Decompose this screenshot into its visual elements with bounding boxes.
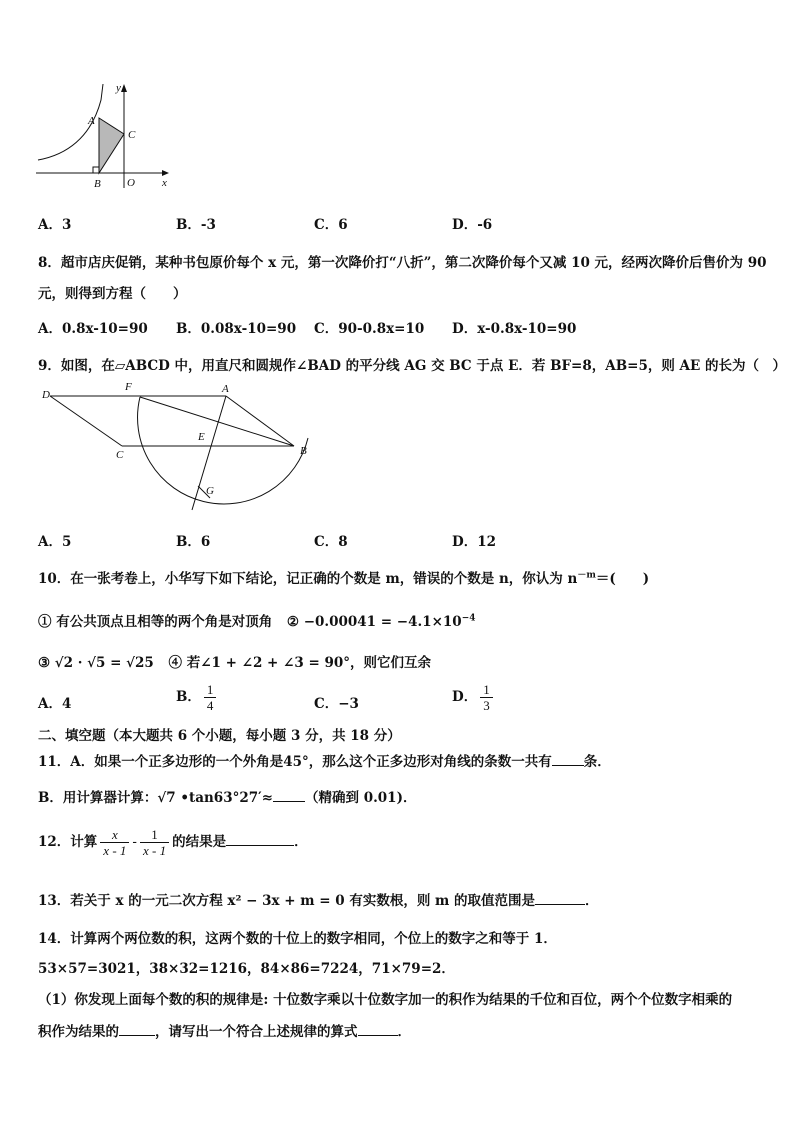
q13-text <box>38 889 599 909</box>
label-f: F <box>125 381 132 393</box>
q14-line4-prefix: 积作为结果的 <box>38 1024 119 1040</box>
q10-statements-row1 <box>38 610 476 630</box>
q14-answer-blank-1[interactable] <box>119 1023 155 1036</box>
label-e: E <box>198 431 205 443</box>
q11b-suffix: （精确到 0.01)． <box>305 790 417 806</box>
label-a: A <box>88 115 95 127</box>
label-a: A <box>222 383 229 395</box>
q13-end: ． <box>585 893 599 909</box>
side-ab <box>226 396 294 446</box>
q12-answer-blank[interactable] <box>226 833 294 846</box>
q11b-answer-blank[interactable] <box>273 789 305 802</box>
shaded-triangle <box>99 118 124 173</box>
side-dc <box>50 396 122 446</box>
q8-option-c[interactable]: C．90-0.8x=10 <box>314 321 425 337</box>
q13-prefix: 13．若关于 x 的一元二次方程 x² − 3x + m = 0 有实数根，则 m 的取值范围是 <box>38 893 536 909</box>
q10-option-a[interactable]: A．4 <box>38 696 72 712</box>
section-heading: 二、填空题（本大题共 6 个小题，每小题 3 分，共 18 分） <box>38 728 401 744</box>
x-axis-arrow <box>162 170 169 176</box>
q10-exponent: －m <box>577 570 596 581</box>
q12-text <box>38 827 308 858</box>
q10-option-b[interactable] <box>176 682 219 713</box>
q11a-prefix: 11．A．如果一个正多边形的一个外角是45°，那么这个正多边形对角线的条数一共有 <box>38 754 552 770</box>
q14-text-line3: （1）你发现上面每个数的积的规律是: 十位数字乘以十位数字加一的积作为结果的千位和百位，两个个位数字相乘的 <box>38 992 733 1008</box>
q7-option-c[interactable]: C．6 <box>314 217 348 233</box>
q14-line4-end: ． <box>397 1024 411 1040</box>
segment-fb <box>140 397 294 446</box>
y-axis-arrow <box>121 84 127 92</box>
q10-option-b-fraction <box>204 682 217 713</box>
q11a-answer-blank[interactable] <box>552 753 584 766</box>
fraction-denominator: x - 1 <box>103 843 127 858</box>
q11a-suffix: 条． <box>583 754 611 770</box>
fraction-denominator: 4 <box>206 698 214 713</box>
q10-option-c[interactable]: C．−3 <box>314 696 359 712</box>
q8-option-a[interactable]: A．0.8x-10=90 <box>38 321 148 337</box>
fraction-denominator: x - 1 <box>142 843 167 858</box>
q7-figure <box>36 80 176 192</box>
q12-suffix: 的结果是 <box>172 834 227 850</box>
fraction-denominator: 3 <box>483 698 490 713</box>
label-x: x <box>162 177 167 189</box>
label-y: y <box>116 82 121 94</box>
q10-option-d-fraction <box>480 682 493 713</box>
label-o: O <box>127 177 135 189</box>
q10-statement-2-text: ② −0.00041 = −4.1×10 <box>286 614 462 630</box>
right-angle-mark <box>93 167 99 173</box>
q11b-prefix: B．用计算器计算：√7 •tan63°27′≈ <box>38 790 273 806</box>
q10-option-d[interactable] <box>452 682 496 713</box>
q7-option-b[interactable]: B．-3 <box>176 217 216 233</box>
q14-text-line4 <box>38 1020 411 1040</box>
q10-text-end: ＝( ) <box>595 571 650 587</box>
q14-answer-blank-2[interactable] <box>358 1023 398 1036</box>
q9-option-b[interactable]: B．6 <box>176 534 211 550</box>
label-b: B <box>94 178 101 190</box>
q7-option-d[interactable]: D．-6 <box>452 217 493 233</box>
q10-statement-3: ③ √2 · √5 = √25 <box>38 655 154 671</box>
q10-statement-2 <box>287 614 476 630</box>
q10-statement-2-exp: −4 <box>461 613 476 624</box>
q12-fraction-1 <box>100 827 129 858</box>
q9-text: 9．如图，在▱ABCD 中，用直尺和圆规作∠BAD 的平分线 AG 交 BC 于点 E．若 BF=8，AB=5，则 AE 的长为（ ） <box>38 358 787 374</box>
label-d: D <box>42 389 50 401</box>
q8-option-b[interactable]: B．0.08x-10=90 <box>176 321 297 337</box>
q11a-text <box>38 750 611 770</box>
q11b-text <box>38 786 416 806</box>
q10-statement-4: ④ 若∠1 + ∠2 + ∠3 = 90°，则它们互余 <box>168 655 432 671</box>
q10-option-b-label: B． <box>176 689 201 705</box>
label-g: G <box>206 485 214 497</box>
q10-text-main: 10．在一张考卷上，小华写下如下结论，记正确的个数是 m，错误的个数是 n，你认为 n <box>38 571 578 587</box>
compass-arc <box>138 397 308 504</box>
fraction-numerator: 1 <box>480 682 493 698</box>
q10-statement-1: ① 有公共顶点且相等的两个角是对顶角 <box>38 614 273 630</box>
label-c: C <box>128 129 136 141</box>
q8-option-d[interactable]: D．x-0.8x-10=90 <box>452 321 577 337</box>
q12-prefix: 12．计算 <box>38 834 98 850</box>
q12-end: ． <box>294 834 308 850</box>
q9-figure <box>36 378 316 520</box>
label-c: C <box>116 449 124 461</box>
q10-text <box>38 567 649 587</box>
q14-text-line1: 14．计算两个两位数的积，这两个数的十位上的数字相同，个位上的数字之和等于 1． <box>38 931 557 947</box>
q8-text-line1: 8．超市店庆促销，某种书包原价每个 x 元，第一次降价打“八折”，第二次降价每个又减 10 元，经两次降价后售价为 90 <box>38 255 767 271</box>
q10-statements-row2 <box>38 651 431 671</box>
fraction-numerator: 1 <box>140 827 169 843</box>
q12-fraction-2 <box>140 827 169 858</box>
q13-answer-blank[interactable] <box>535 892 585 905</box>
fraction-numerator: x <box>100 827 129 843</box>
q9-option-d[interactable]: D．12 <box>452 534 496 550</box>
q14-line4-middle: ，请写出一个符合上述规律的算式 <box>155 1024 358 1040</box>
q9-option-a[interactable]: A．5 <box>38 534 72 550</box>
q8-text-line2: 元，则得到方程（ ） <box>38 286 187 302</box>
q12-minus: - <box>132 834 137 850</box>
q14-text-line2: 53×57=3021，38×32=1216，84×86=7224，71×79=2． <box>38 961 455 977</box>
q10-option-d-label: D． <box>452 689 478 705</box>
label-b: B <box>300 445 307 457</box>
q9-option-c[interactable]: C．8 <box>314 534 348 550</box>
fraction-numerator: 1 <box>204 682 217 698</box>
q7-option-a[interactable]: A．3 <box>38 217 72 233</box>
